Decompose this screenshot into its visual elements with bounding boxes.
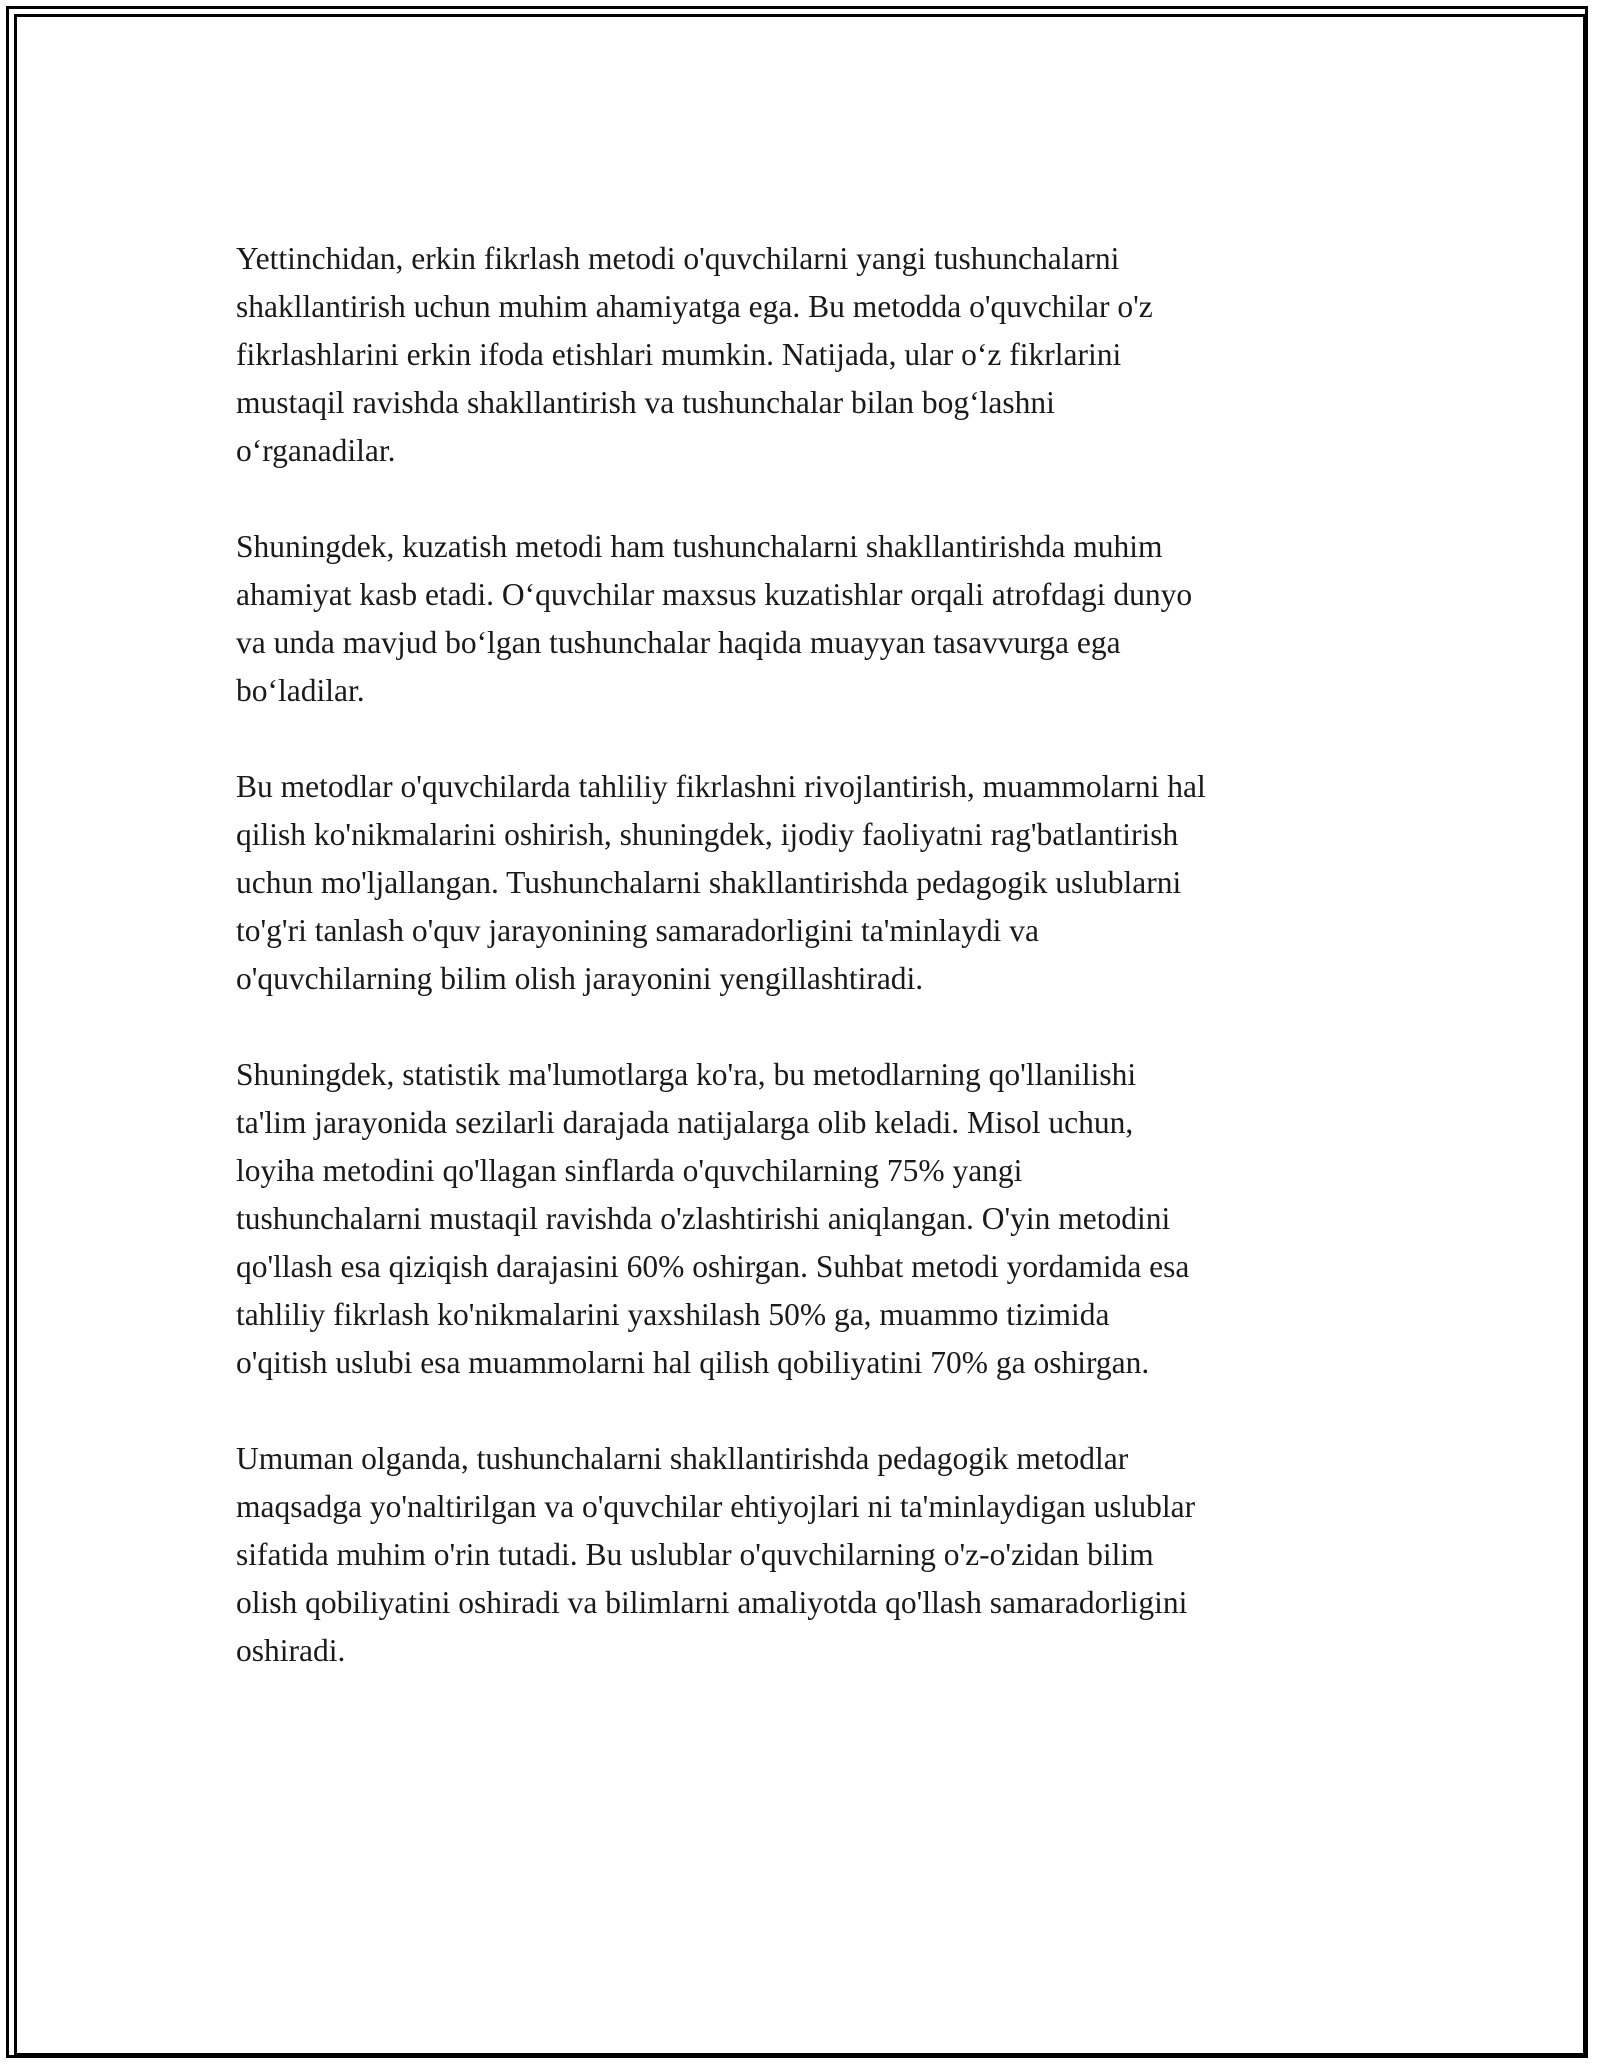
paragraph-methods-purpose: Bu metodlar o'quvchilarda tahliliy fikrlashni rivojlantirish, muammolarni hal qilish ko'nikmalarini oshirish, shuningdek, ijodiy faoliyatni rag'batlantirish uchun mo'ljallangan. Tushunchalarni shakllantirishda pedagogik uslublarni to'g'ri tanlash o'quv jarayonining samaradorligini ta'minlaydi va o'quvchilarning bilim olish jarayonini yengillashtiradi. <box>236 769 1206 996</box>
document-body <box>236 235 1386 1723</box>
paragraph-observation-method: Shuningdek, kuzatish metodi ham tushunchalarni shakllantirishda muhim ahamiyat kasb etadi. O‘quvchilar maxsus kuzatishlar orqali atrofdagi dunyo va unda mavjud bo‘lgan tushunchalar haqida muayyan tasavvurga ega bo‘ladilar. <box>236 529 1193 708</box>
paragraph-free-thinking-method: Yettinchidan, erkin fikrlash metodi o'quvchilarni yangi tushunchalarni shakllantirish uchun muhim ahamiyatga ega. Bu metodda o'quvchilar o'z fikrlashlarini erkin ifoda etishlari mumkin. Natijada, ular o‘z fikrlarini mustaqil ravishda shakllantirish va tushunchalar bilan bog‘lashni o‘rganadilar. <box>236 241 1153 468</box>
paragraph-statistics: Shuningdek, statistik ma'lumotlarga ko'ra, bu metodlarning qo'llanilishi ta'lim jarayonida sezilarli darajada natijalarga olib keladi. Misol uchun, loyiha metodini qo'llagan sinflarda o'quvchilarning 75% yangi tushunchalarni mustaqil ravishda o'zlashtirishi aniqlangan. O'yin metodini qo'llash esa qiziqish darajasini 60% oshirgan. Suhbat metodi yordamida esa tahliliy fikrlash ko'nikmalarini yaxshilash 50% ga, muammo tizimida o'qitish uslubi esa muammolarni hal qilish qobiliyatini 70% ga oshirgan. <box>236 1057 1190 1380</box>
paragraph-conclusion: Umuman olganda, tushunchalarni shakllantirishda pedagogik metodlar maqsadga yo'naltirilgan va o'quvchilar ehtiyojlari ni ta'minlaydigan uslublar sifatida muhim o'rin tutadi. Bu uslublar o'quvchilarning o'z-o'zidan bilim olish qobiliyatini oshiradi va bilimlarni amaliyotda qo'llash samaradorligini oshiradi. <box>236 1441 1196 1668</box>
